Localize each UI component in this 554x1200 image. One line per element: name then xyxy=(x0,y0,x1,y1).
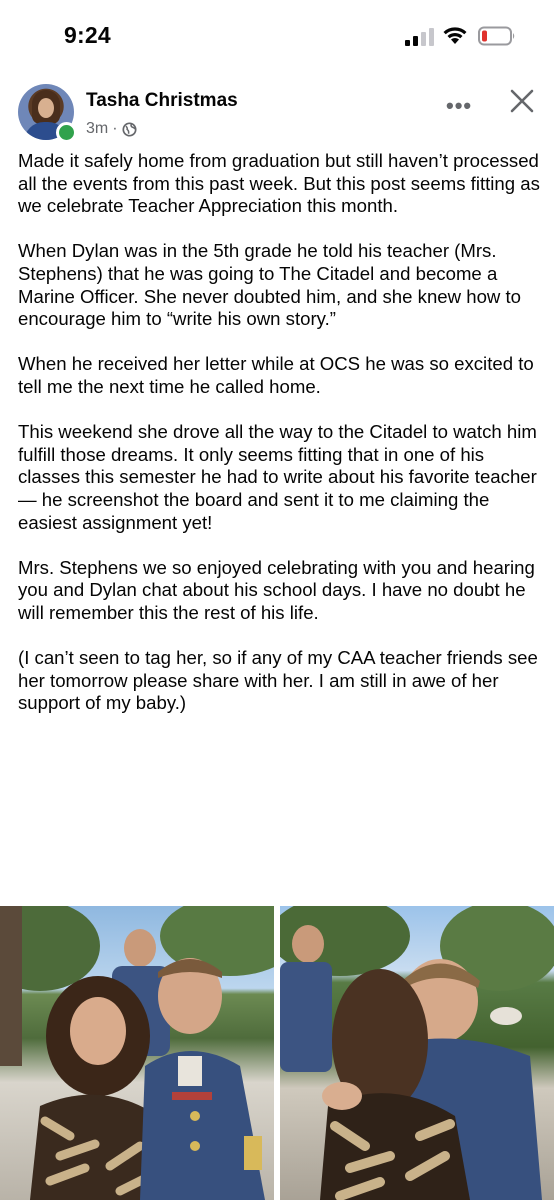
status-bar xyxy=(0,0,554,70)
author-name[interactable]: Tasha Christmas xyxy=(86,90,238,111)
cellular-signal-icon xyxy=(405,28,435,46)
post-paragraph: When Dylan was in the 5th grade he told his teacher (Mrs. Stephens) that he was going to The Citadel and become a Marine Officer. She never doubted him, and she knew how to encourage him to “write his own story.” xyxy=(18,240,522,330)
post-paragraph: Made it safely home from graduation but still haven’t processed all the events from this past week. But this post seems fitting as we celebrate Teacher Appreciation this month. xyxy=(18,150,540,217)
post-paragraph: (I can’t seen to tag her, so if any of my CAA teacher friends see her tomorrow please share with her. I am still in awe of her support of my baby.) xyxy=(18,647,538,714)
post-paragraph: This weekend she drove all the way to the Citadel to watch him fulfill those dreams. It only seems fitting that in one of his classes this semester he had to write about his favorite teacher— he screenshot the board and sent it to me claiming the easiest assignment yet! xyxy=(18,421,537,533)
battery-icon xyxy=(478,26,516,46)
more-options-button[interactable]: ••• xyxy=(446,93,473,118)
post-paragraph: When he received her letter while at OCS he was so excited to tell me the next time he called home. xyxy=(18,353,534,397)
post-paragraph: Mrs. Stephens we so enjoyed celebrating with you and hearing you and Dylan chat about his school days. I have no doubt he will remember this the rest of his life. xyxy=(18,556,535,623)
globe-icon xyxy=(122,122,137,137)
online-status-dot xyxy=(56,122,77,143)
post-timestamp[interactable]: 3m xyxy=(86,120,109,137)
meta-separator: · xyxy=(112,120,118,137)
wifi-icon xyxy=(442,25,468,45)
photo-right[interactable] xyxy=(280,906,554,1200)
status-time: 9:24 xyxy=(64,22,111,48)
photo-grid xyxy=(0,906,554,1200)
post-meta xyxy=(86,120,137,138)
photo-left[interactable] xyxy=(0,906,274,1200)
post-body xyxy=(18,150,540,715)
close-icon[interactable] xyxy=(509,88,535,114)
post-header xyxy=(0,80,554,144)
